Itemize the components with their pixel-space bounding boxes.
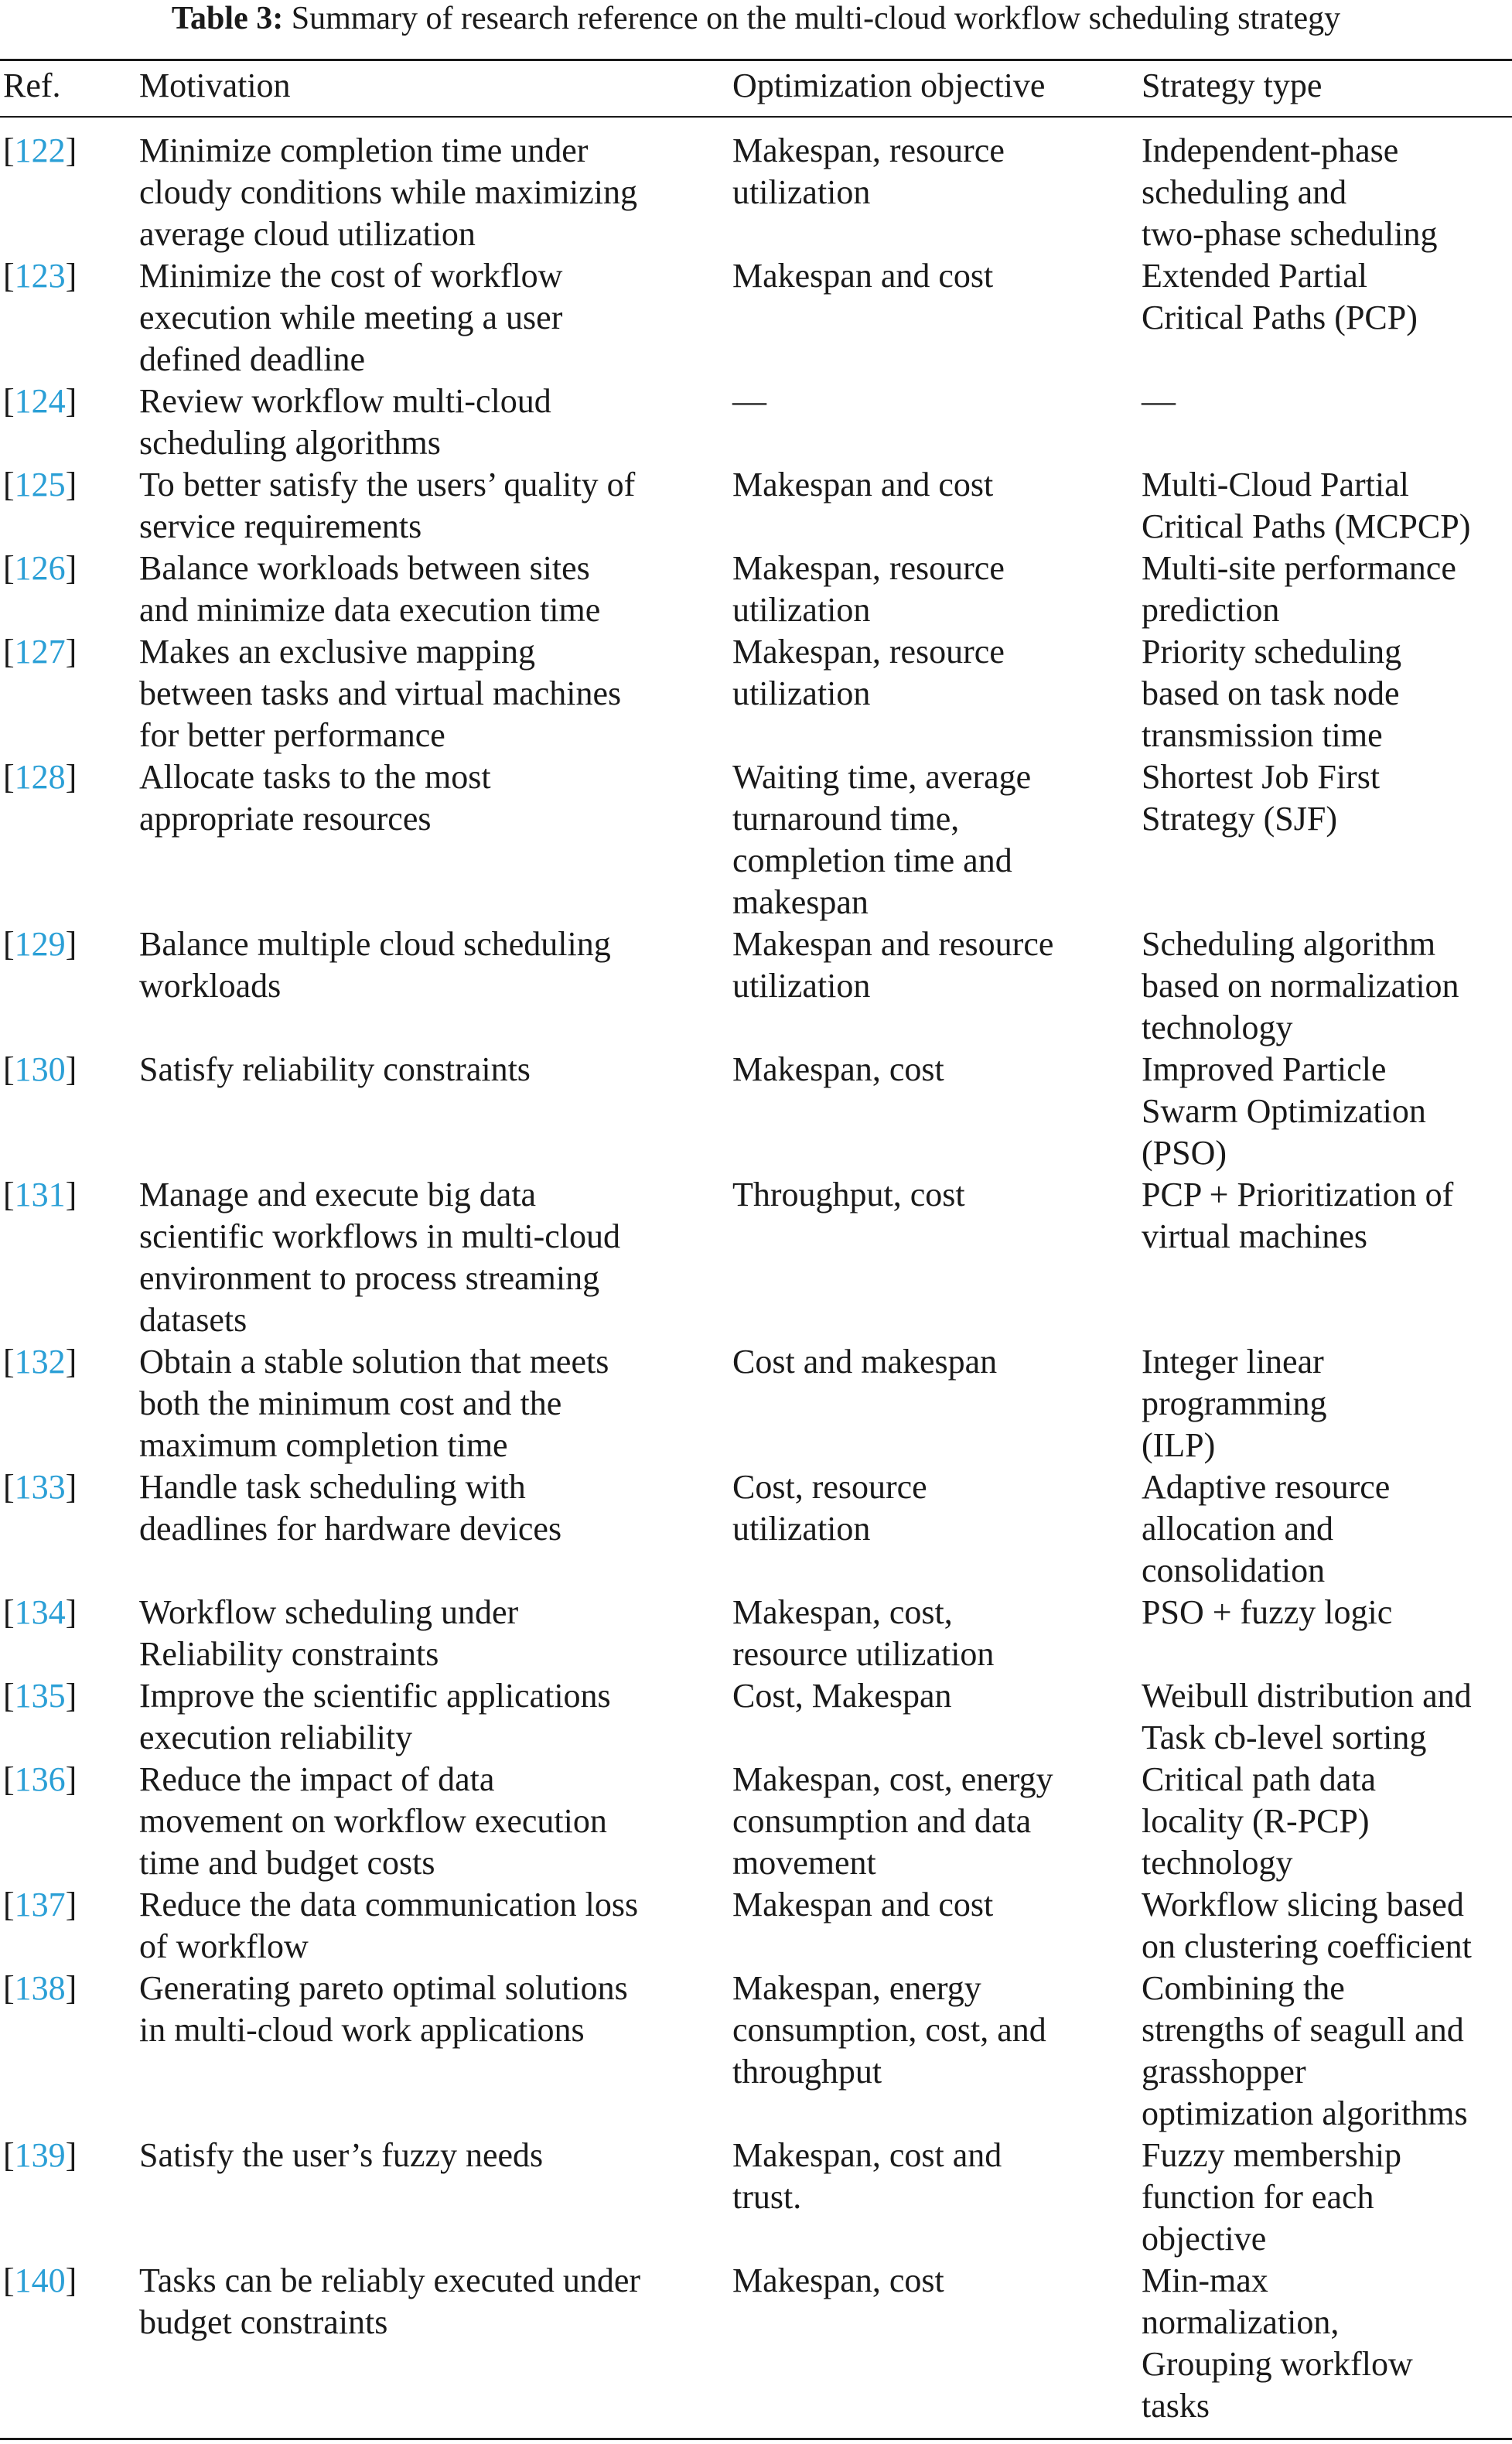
objective-cell-line: Makespan and cost (732, 466, 994, 503)
motivation-cell-line: service requirements (139, 507, 422, 545)
objective-cell (732, 1049, 944, 1091)
motivation-cell-line: in multi-cloud work applications (139, 2011, 585, 2049)
motivation-cell-line: Reduce the impact of data (139, 1760, 495, 1798)
motivation-cell (139, 1592, 518, 1675)
citation-link[interactable]: 135 (14, 1677, 66, 1715)
strategy-cell-line: transmission time (1142, 716, 1383, 754)
citation-link[interactable]: 125 (14, 466, 66, 503)
motivation-cell-line: Workflow scheduling under (139, 1593, 519, 1631)
motivation-cell-line: Makes an exclusive mapping (139, 633, 535, 671)
motivation-cell-line: between tasks and virtual machines (139, 674, 622, 712)
strategy-cell-line: Combining the (1142, 1969, 1345, 2007)
objective-cell (732, 756, 1031, 923)
table-row (0, 1466, 1512, 1592)
motivation-cell-line: Manage and execute big data (139, 1176, 537, 1213)
strategy-cell-line: Priority scheduling (1142, 633, 1402, 671)
strategy-cell-line: Critical Paths (MCPCP) (1142, 507, 1471, 545)
strategy-cell (1142, 2260, 1413, 2427)
ref-cell: [130] (3, 1050, 77, 1088)
strategy-cell-line: scheduling and (1142, 173, 1347, 211)
strategy-cell-line: two-phase scheduling (1142, 215, 1438, 253)
motivation-cell-line: Obtain a stable solution that meets (139, 1343, 609, 1381)
table-row (0, 464, 1512, 548)
objective-cell (732, 923, 1053, 1007)
strategy-cell-line: tasks (1142, 2387, 1210, 2425)
ref-cell: [139] (3, 2136, 77, 2174)
objective-cell (732, 1675, 952, 1717)
objective-cell (732, 1174, 965, 1216)
strategy-cell-line: Adaptive resource (1142, 1468, 1391, 1506)
objective-cell-line: Makespan and cost (732, 1886, 994, 1923)
ref-cell: [135] (3, 1677, 77, 1715)
motivation-cell-line: Minimize the cost of workflow (139, 257, 563, 295)
objective-cell-line: Makespan, resource (732, 131, 1005, 169)
citation-link[interactable]: 129 (14, 925, 66, 963)
objective-cell-line: turnaround time, (732, 800, 960, 838)
citation-link[interactable]: 123 (14, 257, 66, 295)
strategy-cell-line: grasshopper (1142, 2053, 1306, 2091)
objective-cell-line: utilization (732, 674, 871, 712)
objective-cell (732, 1884, 993, 1926)
motivation-cell-line: Reduce the data communication loss (139, 1886, 639, 1923)
ref-cell: [124] (3, 382, 77, 420)
strategy-cell-line: Independent-phase (1142, 131, 1399, 169)
motivation-cell-line: Balance workloads between sites (139, 549, 590, 587)
citation-link[interactable]: 137 (14, 1886, 66, 1923)
table-row (0, 1592, 1512, 1675)
motivation-cell-line: both the minimum cost and the (139, 1384, 562, 1422)
strategy-cell (1142, 923, 1459, 1049)
objective-cell-line: Makespan, cost and (732, 2136, 1002, 2174)
objective-cell-line: utilization (732, 967, 871, 1005)
objective-cell-line: utilization (732, 1510, 871, 1548)
objective-cell-line: Cost, resource (732, 1468, 927, 1506)
strategy-cell-line: allocation and (1142, 1510, 1334, 1548)
motivation-cell-line: scientific workflows in multi-cloud (139, 1217, 620, 1255)
table-row (0, 381, 1512, 464)
motivation-cell (139, 1341, 609, 1466)
table-row (0, 1341, 1512, 1466)
strategy-cell (1142, 2135, 1401, 2260)
motivation-cell-line: and minimize data execution time (139, 591, 601, 629)
objective-cell-line: Makespan, cost, energy (732, 1760, 1053, 1798)
strategy-cell-line: Critical path data (1142, 1760, 1376, 1798)
motivation-cell-line: maximum completion time (139, 1426, 508, 1464)
ref-cell: [125] (3, 466, 77, 503)
table-caption-text: Summary of research reference on the multi-cloud workflow scheduling strategy (291, 1, 1341, 36)
strategy-cell-line: Min-max (1142, 2261, 1268, 2299)
objective-cell (732, 130, 1005, 213)
motivation-cell-line: for better performance (139, 716, 445, 754)
ref-cell: [129] (3, 925, 77, 963)
strategy-cell-line: Extended Partial (1142, 257, 1368, 295)
motivation-cell (139, 2135, 543, 2176)
motivation-cell (139, 923, 611, 1007)
citation-link[interactable]: 132 (14, 1343, 66, 1381)
motivation-cell-line: Balance multiple cloud scheduling (139, 925, 611, 963)
motivation-cell (139, 1968, 628, 2051)
motivation-cell-line: execution reliability (139, 1719, 413, 1756)
objective-cell (732, 1592, 994, 1675)
ref-cell: [128] (3, 758, 77, 796)
objective-cell-line: completion time and (732, 841, 1012, 879)
motivation-cell (139, 631, 621, 756)
table-row (0, 2260, 1512, 2427)
motivation-cell-line: environment to process streaming (139, 1259, 600, 1297)
table-row (0, 1049, 1512, 1174)
motivation-cell-line: Generating pareto optimal solutions (139, 1969, 628, 2007)
ref-cell: [127] (3, 633, 77, 671)
strategy-cell-line: based on task node (1142, 674, 1400, 712)
strategy-cell-line: Grouping workflow (1142, 2345, 1413, 2383)
citation-link[interactable]: 138 (14, 1969, 66, 2007)
strategy-cell-line: strengths of seagull and (1142, 2011, 1464, 2049)
motivation-cell (139, 756, 491, 840)
motivation-cell-line: workloads (139, 967, 282, 1005)
objective-cell-line: Makespan, resource (732, 549, 1005, 587)
strategy-cell-line: Improved Particle (1142, 1050, 1387, 1088)
citation-link[interactable]: 136 (14, 1760, 66, 1798)
table-row (0, 1968, 1512, 2135)
motivation-cell (139, 255, 562, 381)
motivation-cell (139, 1884, 638, 1968)
motivation-cell-line: budget constraints (139, 2303, 388, 2341)
objective-cell-line: Throughput, cost (732, 1176, 965, 1213)
header-strategy-type: Strategy type (1142, 67, 1323, 104)
table-top-rule (0, 59, 1512, 61)
objective-cell-line: Cost and makespan (732, 1343, 998, 1381)
strategy-cell (1142, 1174, 1453, 1258)
objective-cell-line: Makespan and cost (732, 257, 994, 295)
citation-link[interactable]: 122 (14, 131, 66, 169)
motivation-cell-line: Reliability constraints (139, 1635, 439, 1673)
strategy-cell-line: Workflow slicing based (1142, 1886, 1464, 1923)
strategy-cell-line: consolidation (1142, 1551, 1326, 1589)
table-row (0, 1759, 1512, 1884)
motivation-cell-line: scheduling algorithms (139, 424, 441, 462)
header-optimization-objective: Optimization objective (732, 67, 1046, 104)
strategy-cell-line: Task cb-level sorting (1142, 1719, 1427, 1756)
strategy-cell (1142, 1884, 1472, 1968)
strategy-cell (1142, 1466, 1390, 1592)
motivation-cell-line: Tasks can be reliably executed under (139, 2261, 641, 2299)
objective-cell (732, 1466, 927, 1550)
strategy-cell-line: normalization, (1142, 2303, 1340, 2341)
ref-cell: [137] (3, 1886, 77, 1923)
motivation-cell-line: Satisfy the user’s fuzzy needs (139, 2136, 544, 2174)
ref-cell: [123] (3, 257, 77, 295)
strategy-cell-line: based on normalization (1142, 967, 1459, 1005)
strategy-cell-line: locality (R-PCP) (1142, 1802, 1370, 1840)
objective-cell-line: utilization (732, 591, 871, 629)
strategy-cell (1142, 1675, 1472, 1759)
motivation-cell-line: Allocate tasks to the most (139, 758, 491, 796)
motivation-cell-line: time and budget costs (139, 1844, 435, 1882)
objective-cell-line: Makespan, resource (732, 633, 1005, 671)
table-row (0, 548, 1512, 631)
table-header-row (0, 65, 1512, 107)
table-bottom-rule (0, 2438, 1512, 2440)
table-row (0, 1884, 1512, 1968)
strategy-cell-line: Weibull distribution and (1142, 1677, 1472, 1715)
ref-cell: [136] (3, 1760, 77, 1798)
strategy-cell-line: prediction (1142, 591, 1280, 629)
strategy-cell (1142, 1968, 1468, 2135)
strategy-cell-line: technology (1142, 1844, 1293, 1882)
table-row (0, 2135, 1512, 2260)
objective-cell-line: utilization (732, 173, 871, 211)
motivation-cell-line: of workflow (139, 1927, 309, 1965)
motivation-cell-line: execution while meeting a user (139, 299, 563, 336)
objective-cell-line: makespan (732, 883, 869, 921)
objective-cell-line: Waiting time, average (732, 758, 1032, 796)
objective-cell (732, 255, 993, 297)
strategy-cell-line: Shortest Job First (1142, 758, 1381, 796)
table-row (0, 255, 1512, 381)
ref-cell: [140] (3, 2261, 77, 2299)
citation-link[interactable]: 140 (14, 2261, 66, 2299)
motivation-cell-line: appropriate resources (139, 800, 432, 838)
strategy-cell-line: (ILP) (1142, 1426, 1216, 1464)
objective-cell-line: Cost, Makespan (732, 1677, 952, 1715)
objective-cell-line: Makespan, cost (732, 1050, 944, 1088)
header-motivation: Motivation (139, 67, 291, 104)
table-row (0, 631, 1512, 756)
citation-link[interactable]: 126 (14, 549, 66, 587)
motivation-cell-line: defined deadline (139, 340, 365, 378)
motivation-cell-line: Satisfy reliability constraints (139, 1050, 531, 1088)
objective-cell-line: Makespan and resource (732, 925, 1054, 963)
objective-cell-line: Makespan, cost, (732, 1593, 953, 1631)
objective-cell (732, 1759, 1053, 1884)
motivation-cell (139, 1174, 620, 1341)
objective-cell (732, 464, 993, 506)
strategy-cell-line: PCP + Prioritization of (1142, 1176, 1454, 1213)
motivation-cell (139, 1049, 531, 1091)
motivation-cell (139, 381, 551, 464)
strategy-cell-line: Scheduling algorithm (1142, 925, 1436, 963)
ref-cell: [138] (3, 1969, 77, 2007)
objective-cell-line: resource utilization (732, 1635, 995, 1673)
strategy-cell-line: Integer linear (1142, 1343, 1324, 1381)
strategy-cell (1142, 1049, 1426, 1174)
objective-cell-line: — (732, 382, 766, 420)
motivation-cell-line: Minimize completion time under (139, 131, 589, 169)
citation-link[interactable]: 134 (14, 1593, 66, 1631)
strategy-cell (1142, 1592, 1392, 1633)
motivation-cell (139, 2260, 640, 2343)
objective-cell (732, 2135, 1002, 2218)
table-row (0, 923, 1512, 1049)
objective-cell (732, 381, 766, 422)
table-header-rule (0, 116, 1512, 118)
ref-cell: [132] (3, 1343, 77, 1381)
strategy-cell (1142, 1341, 1327, 1466)
strategy-cell-line: objective (1142, 2220, 1267, 2258)
motivation-cell-line: cloudy conditions while maximizing (139, 173, 638, 211)
objective-cell (732, 2260, 944, 2302)
objective-cell (732, 1968, 1046, 2093)
objective-cell-line: throughput (732, 2053, 882, 2091)
strategy-cell-line: Strategy (SJF) (1142, 800, 1337, 838)
motivation-cell-line: Handle task scheduling with (139, 1468, 526, 1506)
strategy-cell-line: Critical Paths (PCP) (1142, 299, 1418, 336)
strategy-cell-line: virtual machines (1142, 1217, 1368, 1255)
motivation-cell-line: average cloud utilization (139, 215, 476, 253)
citation-link[interactable]: 133 (14, 1468, 66, 1506)
strategy-cell (1142, 464, 1470, 548)
table-row (0, 130, 1512, 255)
citation-link[interactable]: 139 (14, 2136, 66, 2174)
objective-cell (732, 548, 1005, 631)
table-caption-label: Table 3: (171, 1, 284, 36)
motivation-cell (139, 1759, 607, 1884)
ref-cell: [133] (3, 1468, 77, 1506)
strategy-cell-line: Fuzzy membership (1142, 2136, 1402, 2174)
ref-cell: [131] (3, 1176, 77, 1213)
citation-link[interactable]: 130 (14, 1050, 66, 1088)
motivation-cell (139, 1466, 561, 1550)
strategy-cell-line: programming (1142, 1384, 1327, 1422)
ref-cell: [126] (3, 549, 77, 587)
ref-cell: [134] (3, 1593, 77, 1631)
strategy-cell (1142, 1759, 1376, 1884)
strategy-cell-line: Swarm Optimization (1142, 1092, 1426, 1130)
objective-cell (732, 631, 1005, 715)
strategy-cell-line: on clustering coefficient (1142, 1927, 1472, 1965)
citation-link[interactable]: 131 (14, 1176, 66, 1213)
strategy-cell (1142, 255, 1418, 339)
table-row (0, 756, 1512, 923)
objective-cell-line: trust. (732, 2178, 802, 2216)
strategy-cell-line: technology (1142, 1009, 1293, 1046)
strategy-cell (1142, 381, 1176, 422)
strategy-cell (1142, 548, 1456, 631)
citation-link[interactable]: 127 (14, 633, 66, 671)
table-caption (0, 0, 1512, 37)
strategy-cell (1142, 756, 1380, 840)
citation-link[interactable]: 124 (14, 382, 66, 420)
strategy-cell-line: function for each (1142, 2178, 1374, 2216)
strategy-cell (1142, 631, 1401, 756)
objective-cell-line: consumption, cost, and (732, 2011, 1046, 2049)
motivation-cell-line: To better satisfy the users’ quality of (139, 466, 636, 503)
table-row (0, 1174, 1512, 1341)
citation-link[interactable]: 128 (14, 758, 66, 796)
strategy-cell-line: (PSO) (1142, 1134, 1227, 1172)
ref-cell: [122] (3, 131, 77, 169)
strategy-cell (1142, 130, 1437, 255)
strategy-cell-line: PSO + fuzzy logic (1142, 1593, 1393, 1631)
motivation-cell-line: Review workflow multi-cloud (139, 382, 551, 420)
strategy-cell-line: Multi-site performance (1142, 549, 1456, 587)
strategy-cell-line: Multi-Cloud Partial (1142, 466, 1409, 503)
motivation-cell (139, 548, 600, 631)
header-ref: Ref. (3, 67, 61, 104)
objective-cell-line: movement (732, 1844, 876, 1882)
motivation-cell-line: datasets (139, 1301, 247, 1339)
motivation-cell (139, 464, 635, 548)
motivation-cell-line: movement on workflow execution (139, 1802, 607, 1840)
motivation-cell (139, 130, 637, 255)
motivation-cell-line: Improve the scientific applications (139, 1677, 611, 1715)
table-row (0, 1675, 1512, 1759)
strategy-cell-line: — (1142, 382, 1176, 420)
motivation-cell (139, 1675, 611, 1759)
motivation-cell-line: deadlines for hardware devices (139, 1510, 562, 1548)
objective-cell-line: Makespan, energy (732, 1969, 981, 2007)
objective-cell (732, 1341, 997, 1383)
strategy-cell-line: optimization algorithms (1142, 2094, 1468, 2132)
objective-cell-line: Makespan, cost (732, 2261, 944, 2299)
objective-cell-line: consumption and data (732, 1802, 1032, 1840)
